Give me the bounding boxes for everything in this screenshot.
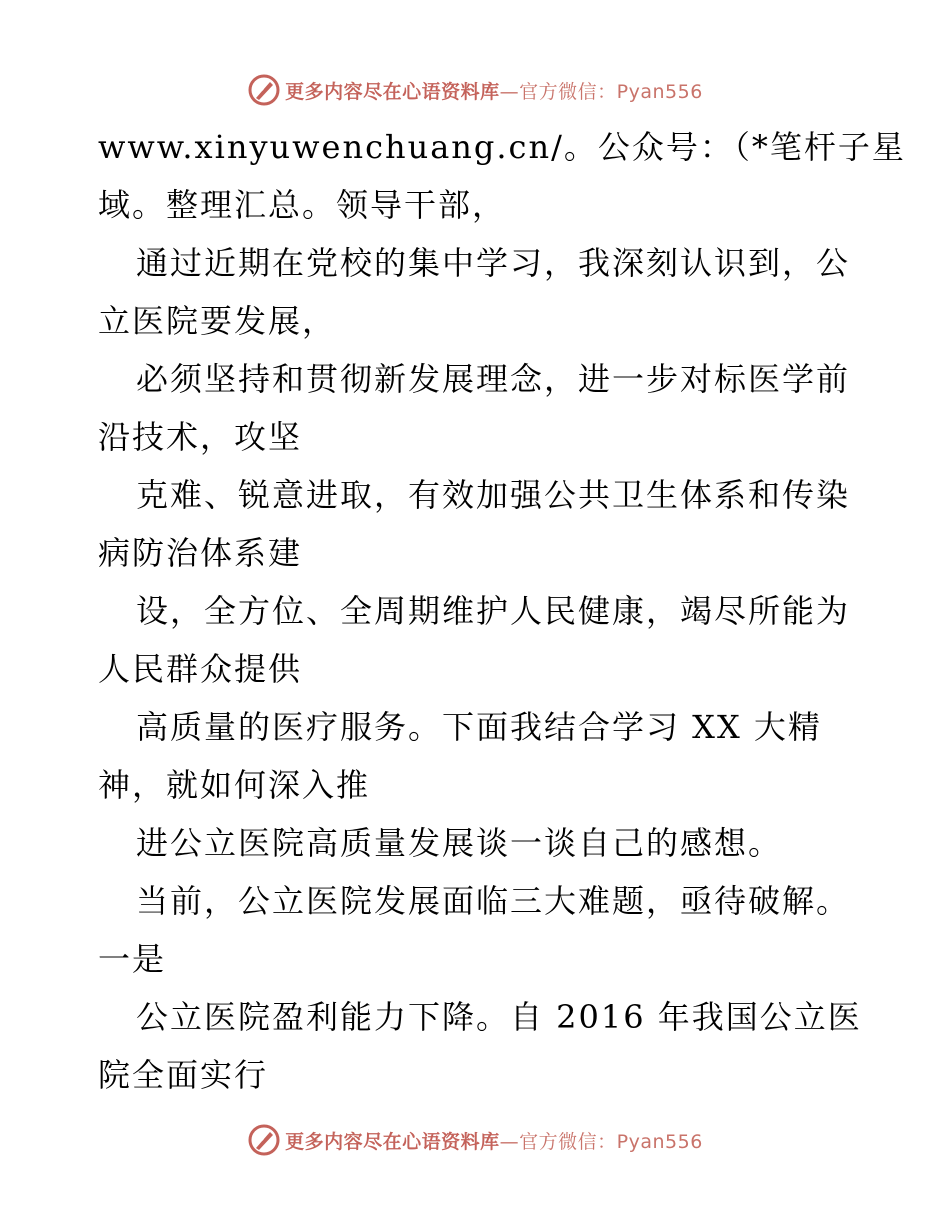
body-line: 病防治体系建 [98,534,303,572]
footer-banner-main: 更多内容尽在心语资料库 [285,1130,500,1153]
document-body [98,118,906,1104]
body-line: 当前，公立医院发展面临三大难题，亟待破解。 [136,882,851,920]
body-line: 高质量的医疗服务。下面我结合学习 XX 大精 [136,708,822,746]
body-line: 通过近期在党校的集中学习，我深刻认识到，公 [136,244,851,282]
body-line: 沿技术，攻坚 [98,418,303,456]
header-banner-text [285,77,703,104]
body-line: 一是 [98,940,167,978]
body-line: 院全面实行 [98,1056,269,1094]
body-line: 克难、锐意进取，有效加强公共卫生体系和传染 [136,476,851,514]
body-line: 神，就如何深入推 [98,766,371,804]
body-line: 域。整理汇总。领导干部， [98,186,507,224]
body-line: 立医院要发展， [98,302,337,340]
body-line: 人民群众提供 [98,650,303,688]
pen-logo-icon [247,73,281,107]
body-line: 必须坚持和贯彻新发展理念，进一步对标医学前 [136,360,851,398]
header-banner-main: 更多内容尽在心语资料库 [285,80,500,103]
body-line: 进公立医院高质量发展谈一谈自己的感想。 [136,824,783,862]
footer-banner-tail: 官方微信：Pyan556 [519,1130,703,1153]
header-banner [0,70,950,110]
footer-banner-dash: — [499,1130,520,1153]
header-banner-dash: — [499,80,520,103]
body-line: 设，全方位、全周期维护人民健康，竭尽所能为 [136,592,851,630]
header-banner-tail: 官方微信：Pyan556 [519,80,703,103]
pen-logo-icon [247,1123,281,1157]
footer-banner-text [285,1127,703,1154]
body-line: 公立医院盈利能力下降。自 2016 年我国公立医 [136,998,862,1036]
footer-banner [0,1120,950,1160]
body-line: www.xinyuwenchuang.cn/。公众号：（*笔杆子星 [98,128,906,166]
